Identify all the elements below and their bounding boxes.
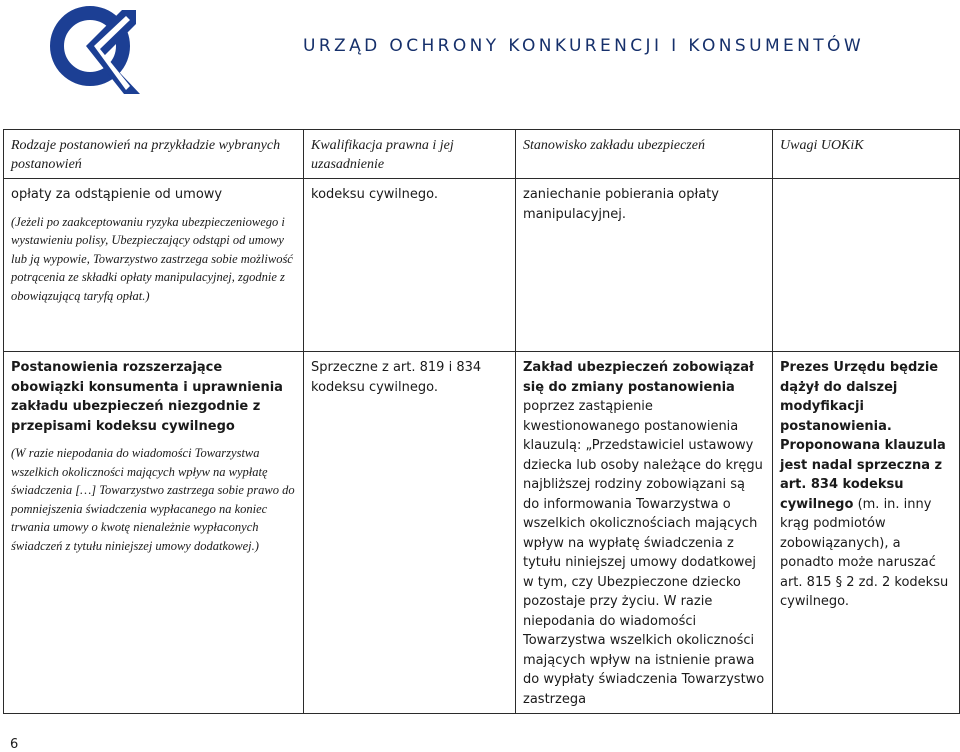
clause-type-cell — [4, 179, 304, 352]
uokik-remarks-cell — [773, 179, 960, 352]
legal-qualification-cell: Sprzeczne z art. 819 i 834 kodeksu cywilnego. — [304, 352, 516, 714]
clause-title: opłaty za odstąpienie od umowy — [11, 187, 223, 202]
remarks-text: (m. in. inny krąg podmiotów zobowiązanych), a ponadto może naruszać art. 815 § 2 zd. 2 kodeksu cywilnego. — [780, 496, 949, 609]
insurer-position-cell: zaniechanie pobierania opłaty manipulacyjnej. — [516, 179, 773, 352]
column-header-clause-type: Rodzaje postanowień na przykładzie wybranych postanowień — [4, 130, 304, 179]
uokik-logo-icon — [46, 2, 142, 98]
page-number: 6 — [10, 737, 19, 752]
insurer-commitment: Zakład ubezpieczeń zobowiązał się do zmiany postanowienia — [523, 360, 754, 395]
column-header-uokik-remarks: Uwagi UOKiK — [773, 130, 960, 179]
organization-name: URZĄD OCHRONY KONKURENCJI I KONSUMENTÓW — [303, 36, 865, 56]
table-row — [4, 179, 960, 352]
decisions-table — [3, 129, 960, 714]
legal-qualification-cell: kodeksu cywilnego. — [304, 179, 516, 352]
clause-type-cell — [4, 352, 304, 714]
insurer-clause-text: poprzez zastąpienie kwestionowanego postanowienia klauzulą: „Przedstawiciel ustawowy dziecka lub osoby należące do kręgu najbliższej rodziny zobowiązani są do informowania Towarzystwa o wszelkich okolicznościach mających wpływ na wypłatę świadczenia z tytułu niniejszej umowy dodatkowej w tym, czy Ubezpieczone dziecko pozostaje przy życiu. W razie niepodania do wiadomości Towarzystwa wszelkich okoliczności mających wpływ na istnienie prawa do wypłaty świadczenia Towarzystwo zastrzega — [523, 399, 765, 707]
column-header-legal-qualification: Kwalifikacja prawna i jej uzasadnienie — [304, 130, 516, 179]
clause-quote: (Jeżeli po zaakceptowaniu ryzyka ubezpieczeniowego i wystawieniu polisy, Ubezpieczający odstąpi od umowy lub ją wypowie, Towarzystwo zastrzega sobie możliwość potrącenia ze składki opłaty manipulacyjnej, zgodnie z obowiązującą taryfą opłat.) — [11, 214, 293, 303]
table-header-row — [4, 130, 960, 179]
clause-quote: (W razie niepodania do wiadomości Towarzystwa wszelkich okoliczności mających wpływ na wypłatę świadczenia […] Towarzystwo zastrzega sobie prawo do pomniejszenia świadczenia wypłacanego na koniec trwania umowy o kwotę nienależnie wypłaconych świadczeń z tytułu niniejszej umowy dodatkowej.) — [11, 446, 295, 553]
insurer-position-cell — [516, 352, 773, 714]
column-header-insurer-position: Stanowisko zakładu ubezpieczeń — [516, 130, 773, 179]
uokik-remarks-cell — [773, 352, 960, 714]
remarks-bold: Prezes Urzędu będzie dążył do dalszej modyfikacji postanowienia. Proponowana klauzula jest nadal sprzeczna z art. 834 kodeksu cywilnego — [780, 360, 946, 512]
clause-title: Postanowienia rozszerzające obowiązki konsumenta i uprawnienia zakładu ubezpieczeń niezgodnie z przepisami kodeksu cywilnego — [11, 360, 283, 434]
table-row — [4, 352, 960, 714]
